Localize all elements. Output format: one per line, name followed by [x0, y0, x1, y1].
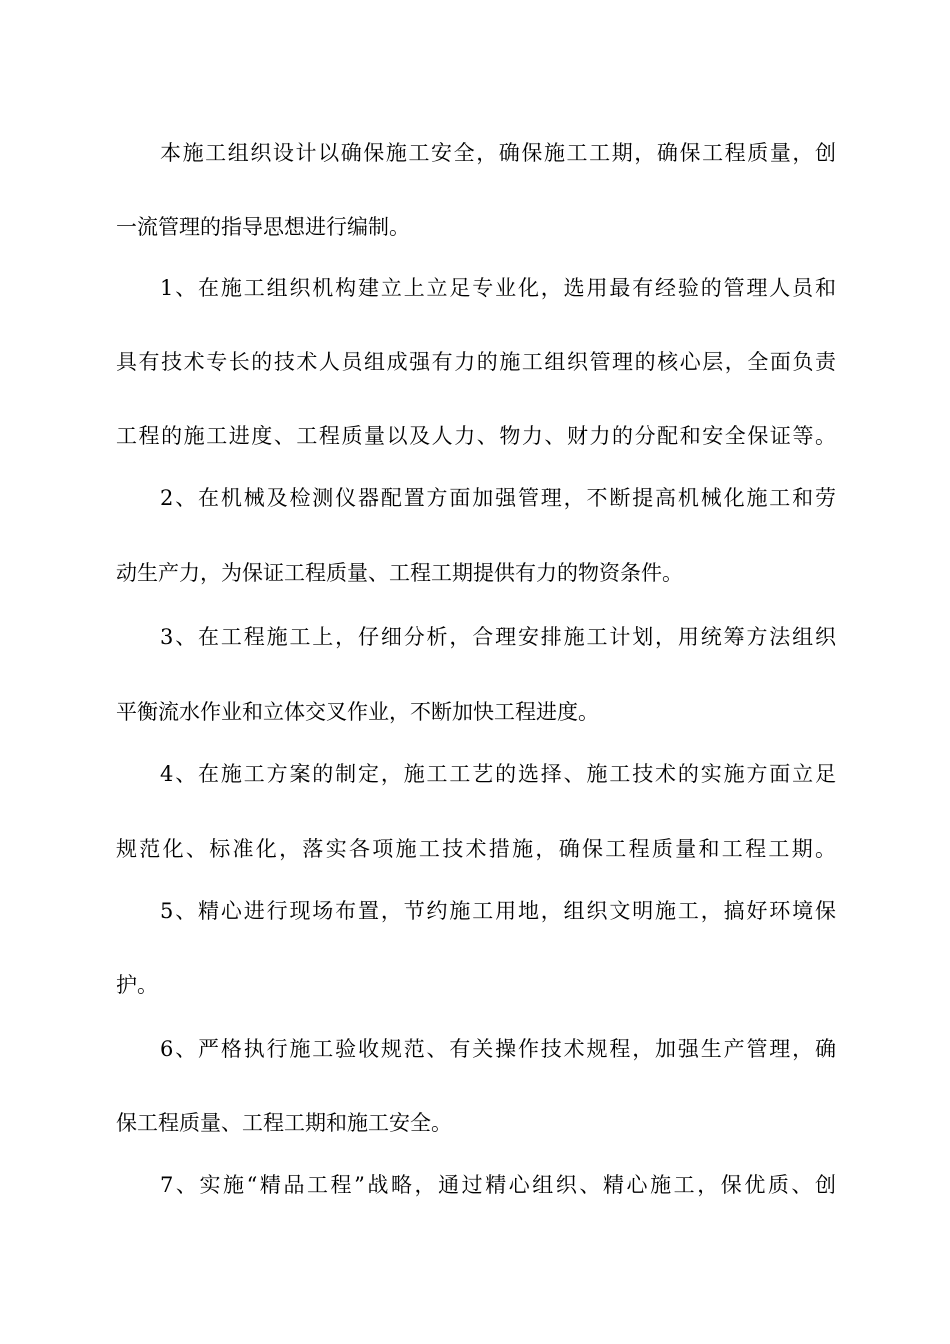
paragraph-2-line-2: 动生产力，为保证工程质量、工程工期提供有力的物资条件。 [116, 561, 683, 585]
paragraph-3-line-1: 3、在工程施工上，仔细分析，合理安排施工计划，用统筹方法组织 [160, 625, 836, 649]
paragraph-5-line-2: 护。 [116, 973, 158, 997]
paragraph-intro-line-2: 一流管理的指导思想进行编制。 [116, 215, 410, 239]
paragraph-4-line-2: 规范化、标准化，落实各项施工技术措施，确保工程质量和工程工期。 [116, 837, 836, 861]
paragraph-1-line-2: 具有技术专长的技术人员组成强有力的施工组织管理的核心层，全面负责 [116, 350, 836, 374]
paragraph-7-line-1: 7、实施“精品工程”战略，通过精心组织、精心施工，保优质、创 [160, 1173, 836, 1197]
paragraph-6-line-2: 保工程质量、工程工期和施工安全。 [116, 1111, 452, 1135]
paragraph-intro-line-1: 本施工组织设计以确保施工安全，确保施工工期，确保工程质量，创 [160, 141, 836, 165]
paragraph-2-line-1: 2、在机械及检测仪器配置方面加强管理，不断提高机械化施工和劳 [160, 486, 836, 510]
paragraph-5-line-1: 5、精心进行现场布置，节约施工用地，组织文明施工，搞好环境保 [160, 899, 836, 923]
paragraph-1-line-1: 1、在施工组织机构建立上立足专业化，选用最有经验的管理人员和 [160, 276, 836, 300]
paragraph-4-line-1: 4、在施工方案的制定，施工工艺的选择、施工技术的实施方面立足 [160, 762, 836, 786]
paragraph-6-line-1: 6、严格执行施工验收规范、有关操作技术规程，加强生产管理，确 [160, 1037, 836, 1061]
paragraph-1-line-3: 工程的施工进度、工程质量以及人力、物力、财力的分配和安全保证等。 [116, 424, 836, 448]
paragraph-3-line-2: 平衡流水作业和立体交叉作业，不断加快工程进度。 [116, 700, 599, 724]
